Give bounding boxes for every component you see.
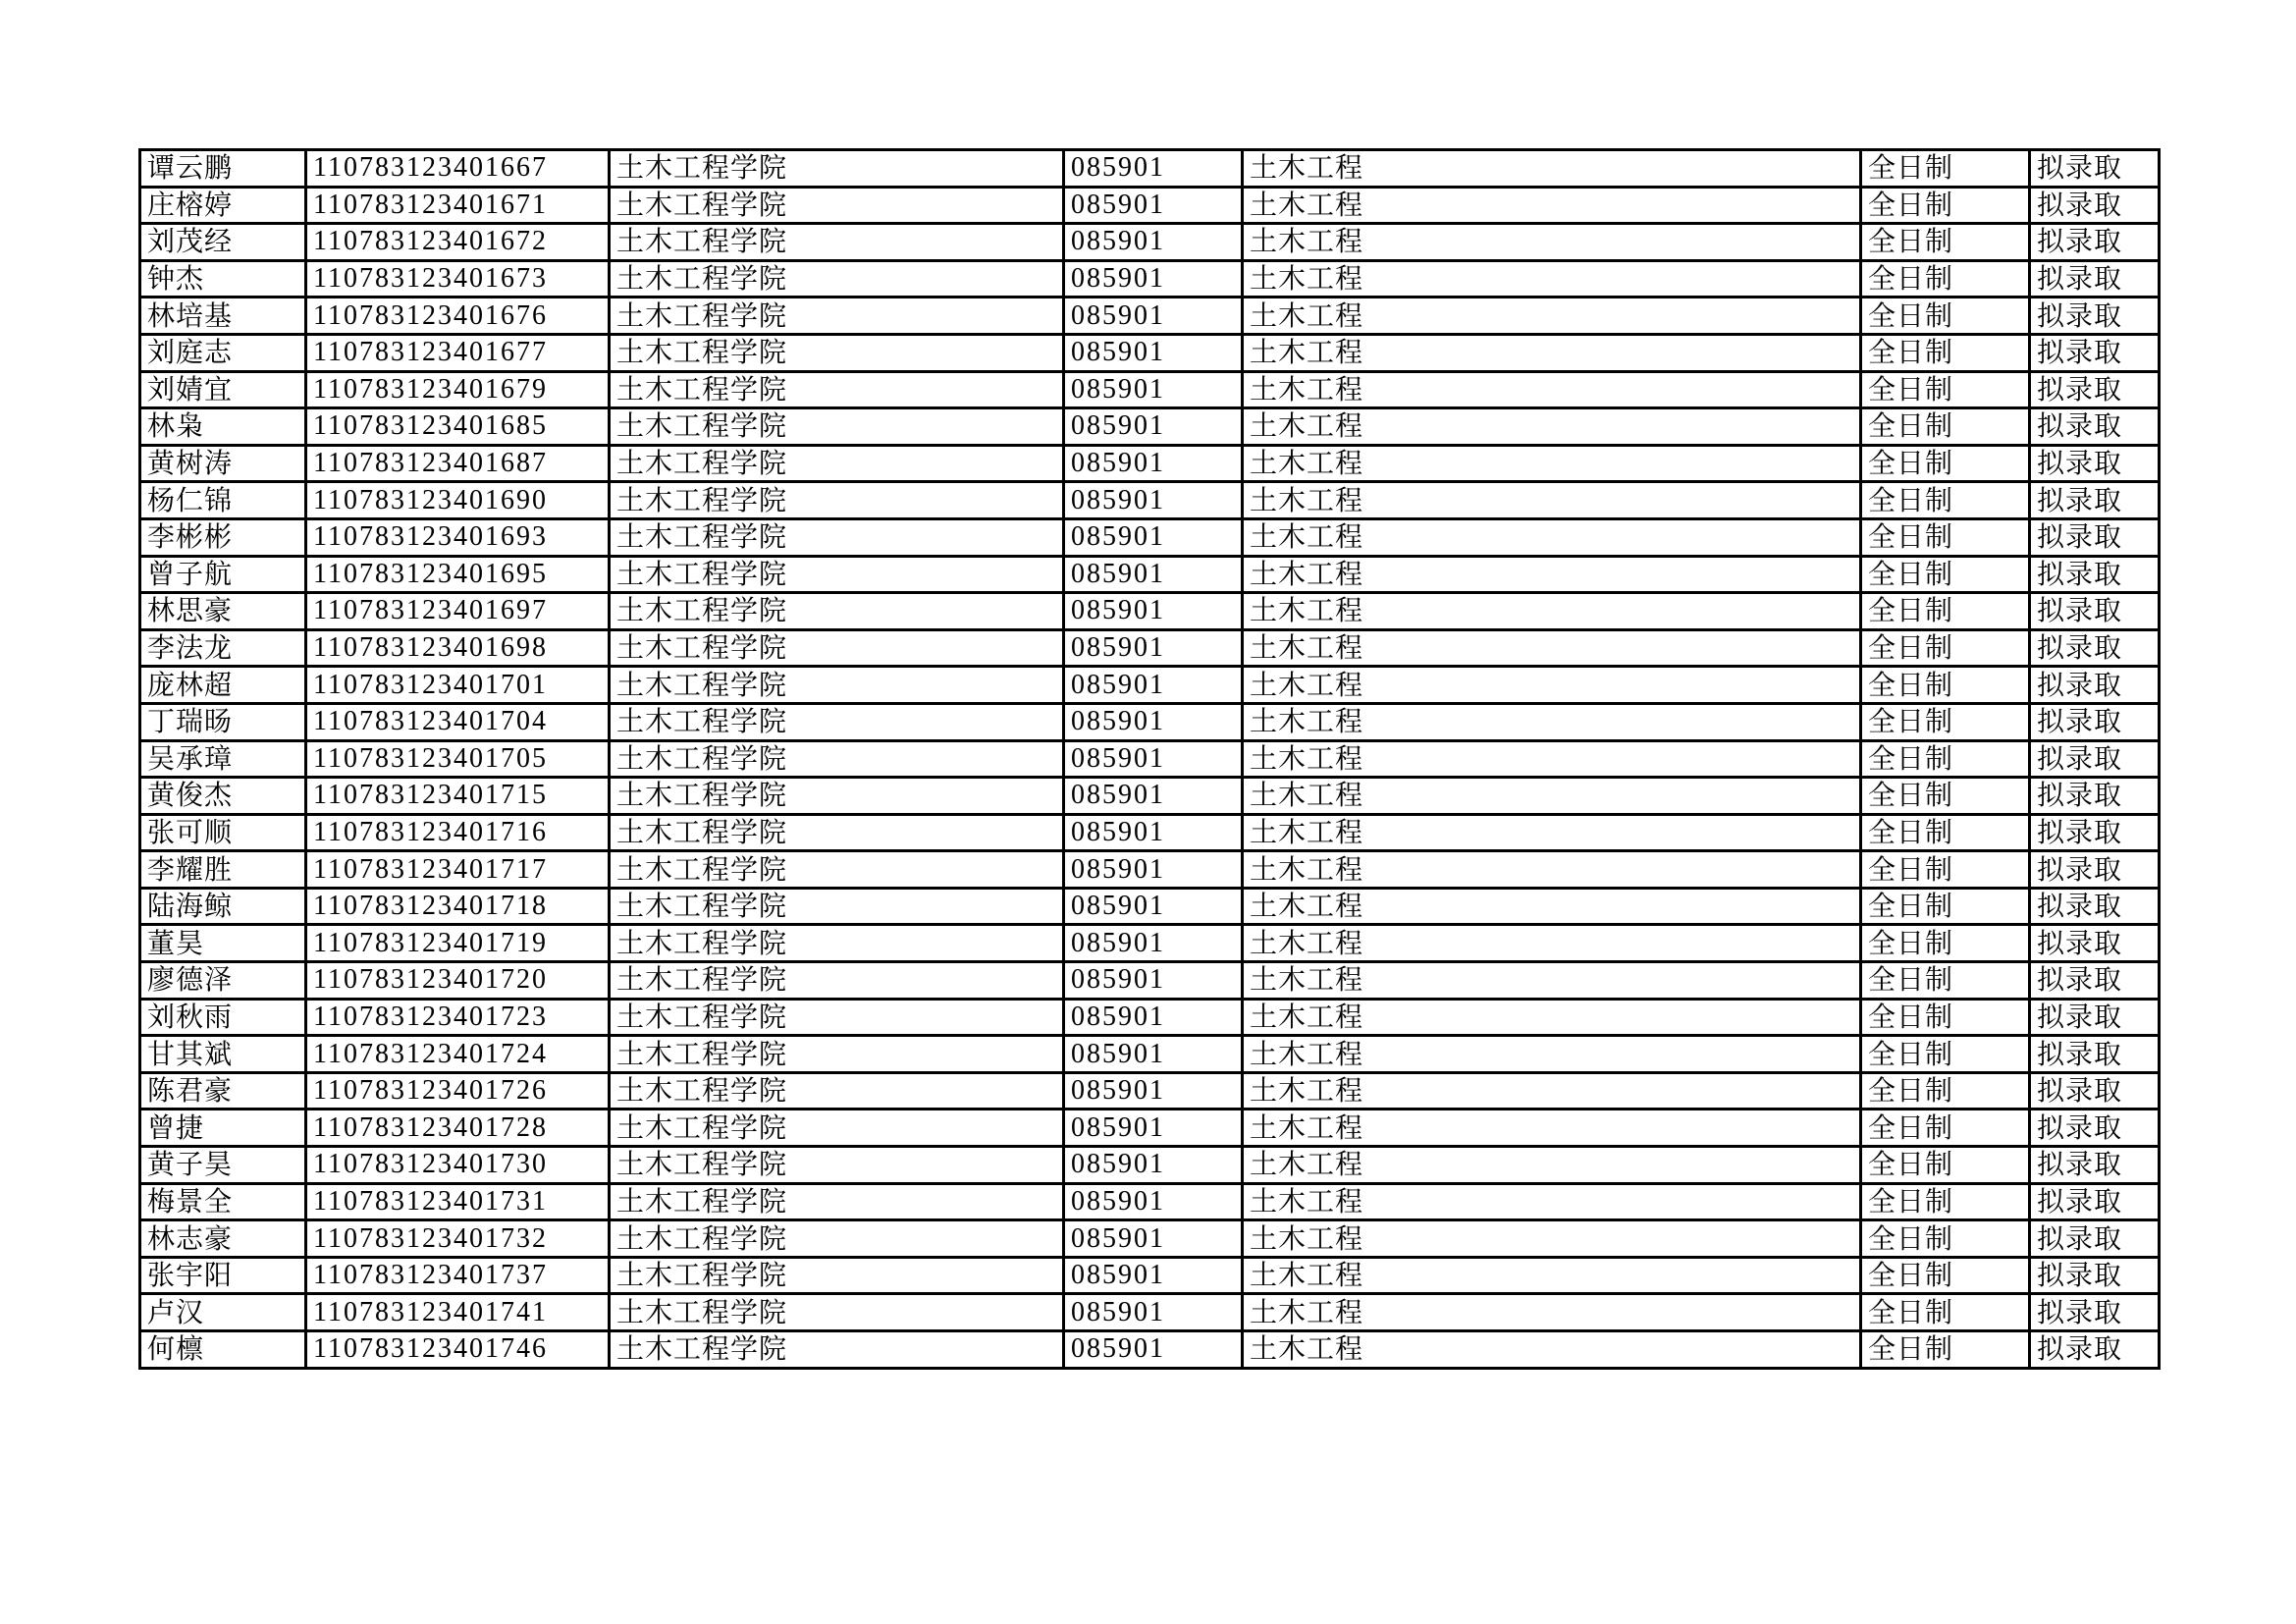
candidate-name-cell: 张可顺 — [140, 814, 306, 851]
admission-status-cell: 拟录取 — [2030, 371, 2160, 408]
table-row — [140, 629, 2160, 667]
study-mode-cell: 全日制 — [1861, 150, 2030, 188]
admission-status-cell: 拟录取 — [2030, 851, 2160, 889]
college-cell: 土木工程学院 — [610, 593, 1064, 630]
admission-status-cell: 拟录取 — [2030, 593, 2160, 630]
major-code-cell: 085901 — [1064, 1036, 1243, 1073]
college-cell: 土木工程学院 — [610, 703, 1064, 740]
table-row — [140, 334, 2160, 371]
table-row — [140, 814, 2160, 851]
candidate-id-cell: 110783123401731 — [306, 1183, 610, 1220]
major-name-cell: 土木工程 — [1243, 1110, 1861, 1147]
candidate-name-cell: 刘婧宜 — [140, 371, 306, 408]
college-cell: 土木工程学院 — [610, 667, 1064, 704]
study-mode-cell: 全日制 — [1861, 518, 2030, 556]
major-name-cell: 土木工程 — [1243, 1183, 1861, 1220]
table-row — [140, 371, 2160, 408]
study-mode-cell: 全日制 — [1861, 1072, 2030, 1110]
candidate-id-cell: 110783123401715 — [306, 778, 610, 815]
candidate-id-cell: 110783123401693 — [306, 518, 610, 556]
major-name-cell: 土木工程 — [1243, 408, 1861, 446]
candidate-id-cell: 110783123401737 — [306, 1257, 610, 1294]
college-cell: 土木工程学院 — [610, 962, 1064, 1000]
admission-status-cell: 拟录取 — [2030, 1220, 2160, 1258]
college-cell: 土木工程学院 — [610, 408, 1064, 446]
major-code-cell: 085901 — [1064, 224, 1243, 261]
table-row — [140, 1036, 2160, 1073]
college-cell: 土木工程学院 — [610, 371, 1064, 408]
study-mode-cell: 全日制 — [1861, 334, 2030, 371]
college-cell: 土木工程学院 — [610, 445, 1064, 482]
major-name-cell: 土木工程 — [1243, 667, 1861, 704]
candidate-id-cell: 110783123401723 — [306, 999, 610, 1036]
major-code-cell: 085901 — [1064, 999, 1243, 1036]
study-mode-cell: 全日制 — [1861, 740, 2030, 778]
study-mode-cell: 全日制 — [1861, 703, 2030, 740]
candidate-name-cell: 卢汉 — [140, 1294, 306, 1331]
major-code-cell: 085901 — [1064, 518, 1243, 556]
candidate-name-cell: 林思豪 — [140, 593, 306, 630]
admission-status-cell: 拟录取 — [2030, 334, 2160, 371]
major-code-cell: 085901 — [1064, 703, 1243, 740]
major-name-cell: 土木工程 — [1243, 482, 1861, 519]
major-name-cell: 土木工程 — [1243, 518, 1861, 556]
study-mode-cell: 全日制 — [1861, 778, 2030, 815]
college-cell: 土木工程学院 — [610, 1183, 1064, 1220]
major-code-cell: 085901 — [1064, 1110, 1243, 1147]
major-name-cell: 土木工程 — [1243, 740, 1861, 778]
major-code-cell: 085901 — [1064, 187, 1243, 224]
college-cell: 土木工程学院 — [610, 851, 1064, 889]
candidate-name-cell: 林志豪 — [140, 1220, 306, 1258]
college-cell: 土木工程学院 — [610, 888, 1064, 925]
candidate-name-cell: 张宇阳 — [140, 1257, 306, 1294]
table-row — [140, 518, 2160, 556]
admission-status-cell: 拟录取 — [2030, 1147, 2160, 1184]
major-name-cell: 土木工程 — [1243, 1294, 1861, 1331]
candidate-name-cell: 李法龙 — [140, 629, 306, 667]
table-row — [140, 224, 2160, 261]
major-code-cell: 085901 — [1064, 298, 1243, 335]
admission-status-cell: 拟录取 — [2030, 187, 2160, 224]
admission-status-cell: 拟录取 — [2030, 224, 2160, 261]
table-row — [140, 1072, 2160, 1110]
study-mode-cell: 全日制 — [1861, 1294, 2030, 1331]
major-name-cell: 土木工程 — [1243, 1220, 1861, 1258]
candidate-name-cell: 甘其斌 — [140, 1036, 306, 1073]
candidate-id-cell: 110783123401676 — [306, 298, 610, 335]
table-row — [140, 1147, 2160, 1184]
college-cell: 土木工程学院 — [610, 260, 1064, 298]
admission-status-cell: 拟录取 — [2030, 999, 2160, 1036]
major-name-cell: 土木工程 — [1243, 778, 1861, 815]
candidate-id-cell: 110783123401690 — [306, 482, 610, 519]
candidate-id-cell: 110783123401671 — [306, 187, 610, 224]
major-code-cell: 085901 — [1064, 260, 1243, 298]
candidate-id-cell: 110783123401726 — [306, 1072, 610, 1110]
major-name-cell: 土木工程 — [1243, 556, 1861, 593]
admission-status-cell: 拟录取 — [2030, 888, 2160, 925]
major-name-cell: 土木工程 — [1243, 1257, 1861, 1294]
table-row — [140, 925, 2160, 962]
college-cell: 土木工程学院 — [610, 518, 1064, 556]
admission-status-cell: 拟录取 — [2030, 260, 2160, 298]
college-cell: 土木工程学院 — [610, 1147, 1064, 1184]
table-row — [140, 1257, 2160, 1294]
admission-status-cell: 拟录取 — [2030, 518, 2160, 556]
candidate-name-cell: 黄子昊 — [140, 1147, 306, 1184]
major-name-cell: 土木工程 — [1243, 888, 1861, 925]
candidate-name-cell: 林培基 — [140, 298, 306, 335]
major-name-cell: 土木工程 — [1243, 1036, 1861, 1073]
major-name-cell: 土木工程 — [1243, 703, 1861, 740]
college-cell: 土木工程学院 — [610, 814, 1064, 851]
major-name-cell: 土木工程 — [1243, 371, 1861, 408]
study-mode-cell: 全日制 — [1861, 556, 2030, 593]
college-cell: 土木工程学院 — [610, 1072, 1064, 1110]
college-cell: 土木工程学院 — [610, 629, 1064, 667]
table-row — [140, 888, 2160, 925]
major-code-cell: 085901 — [1064, 150, 1243, 188]
study-mode-cell: 全日制 — [1861, 298, 2030, 335]
admission-status-cell: 拟录取 — [2030, 667, 2160, 704]
admission-status-cell: 拟录取 — [2030, 814, 2160, 851]
candidate-id-cell: 110783123401685 — [306, 408, 610, 446]
major-code-cell: 085901 — [1064, 556, 1243, 593]
major-name-cell: 土木工程 — [1243, 150, 1861, 188]
table-row — [140, 667, 2160, 704]
major-code-cell: 085901 — [1064, 1220, 1243, 1258]
candidate-name-cell: 黄俊杰 — [140, 778, 306, 815]
college-cell: 土木工程学院 — [610, 740, 1064, 778]
college-cell: 土木工程学院 — [610, 482, 1064, 519]
major-name-cell: 土木工程 — [1243, 1331, 1861, 1369]
major-name-cell: 土木工程 — [1243, 999, 1861, 1036]
candidate-id-cell: 110783123401705 — [306, 740, 610, 778]
major-code-cell: 085901 — [1064, 408, 1243, 446]
admission-status-cell: 拟录取 — [2030, 298, 2160, 335]
candidate-name-cell: 梅景全 — [140, 1183, 306, 1220]
table-row — [140, 408, 2160, 446]
college-cell: 土木工程学院 — [610, 1294, 1064, 1331]
major-name-cell: 土木工程 — [1243, 1147, 1861, 1184]
college-cell: 土木工程学院 — [610, 334, 1064, 371]
major-name-cell: 土木工程 — [1243, 260, 1861, 298]
study-mode-cell: 全日制 — [1861, 224, 2030, 261]
table-row — [140, 445, 2160, 482]
admission-status-cell: 拟录取 — [2030, 1036, 2160, 1073]
major-code-cell: 085901 — [1064, 1183, 1243, 1220]
major-code-cell: 085901 — [1064, 925, 1243, 962]
candidate-name-cell: 陈君豪 — [140, 1072, 306, 1110]
candidate-id-cell: 110783123401732 — [306, 1220, 610, 1258]
major-code-cell: 085901 — [1064, 1147, 1243, 1184]
candidate-name-cell: 曾子航 — [140, 556, 306, 593]
major-code-cell: 085901 — [1064, 814, 1243, 851]
major-code-cell: 085901 — [1064, 667, 1243, 704]
major-name-cell: 土木工程 — [1243, 814, 1861, 851]
candidate-id-cell: 110783123401673 — [306, 260, 610, 298]
major-code-cell: 085901 — [1064, 371, 1243, 408]
candidate-id-cell: 110783123401697 — [306, 593, 610, 630]
candidate-id-cell: 110783123401677 — [306, 334, 610, 371]
study-mode-cell: 全日制 — [1861, 260, 2030, 298]
candidate-name-cell: 刘庭志 — [140, 334, 306, 371]
major-code-cell: 085901 — [1064, 445, 1243, 482]
major-name-cell: 土木工程 — [1243, 851, 1861, 889]
table-row — [140, 150, 2160, 188]
major-code-cell: 085901 — [1064, 629, 1243, 667]
candidate-name-cell: 林枭 — [140, 408, 306, 446]
candidate-name-cell: 何檩 — [140, 1331, 306, 1369]
college-cell: 土木工程学院 — [610, 1257, 1064, 1294]
candidate-id-cell: 110783123401724 — [306, 1036, 610, 1073]
candidate-id-cell: 110783123401730 — [306, 1147, 610, 1184]
study-mode-cell: 全日制 — [1861, 187, 2030, 224]
major-code-cell: 085901 — [1064, 1331, 1243, 1369]
candidate-id-cell: 110783123401679 — [306, 371, 610, 408]
candidate-id-cell: 110783123401672 — [306, 224, 610, 261]
candidate-id-cell: 110783123401746 — [306, 1331, 610, 1369]
major-name-cell: 土木工程 — [1243, 224, 1861, 261]
admission-table-body — [140, 150, 2160, 1369]
study-mode-cell: 全日制 — [1861, 629, 2030, 667]
table-row — [140, 482, 2160, 519]
major-code-cell: 085901 — [1064, 1072, 1243, 1110]
candidate-name-cell: 谭云鹏 — [140, 150, 306, 188]
candidate-id-cell: 110783123401718 — [306, 888, 610, 925]
study-mode-cell: 全日制 — [1861, 1110, 2030, 1147]
study-mode-cell: 全日制 — [1861, 1183, 2030, 1220]
table-row — [140, 1331, 2160, 1369]
study-mode-cell: 全日制 — [1861, 667, 2030, 704]
study-mode-cell: 全日制 — [1861, 1036, 2030, 1073]
major-name-cell: 土木工程 — [1243, 629, 1861, 667]
study-mode-cell: 全日制 — [1861, 593, 2030, 630]
admission-status-cell: 拟录取 — [2030, 703, 2160, 740]
candidate-id-cell: 110783123401716 — [306, 814, 610, 851]
table-row — [140, 1220, 2160, 1258]
table-row — [140, 260, 2160, 298]
major-name-cell: 土木工程 — [1243, 298, 1861, 335]
college-cell: 土木工程学院 — [610, 1220, 1064, 1258]
major-code-cell: 085901 — [1064, 1294, 1243, 1331]
major-name-cell: 土木工程 — [1243, 925, 1861, 962]
table-row — [140, 187, 2160, 224]
candidate-id-cell: 110783123401741 — [306, 1294, 610, 1331]
candidate-name-cell: 庄榕婷 — [140, 187, 306, 224]
candidate-id-cell: 110783123401687 — [306, 445, 610, 482]
candidate-id-cell: 110783123401695 — [306, 556, 610, 593]
admission-status-cell: 拟录取 — [2030, 778, 2160, 815]
admission-status-cell: 拟录取 — [2030, 1183, 2160, 1220]
college-cell: 土木工程学院 — [610, 187, 1064, 224]
major-code-cell: 085901 — [1064, 888, 1243, 925]
admission-status-cell: 拟录取 — [2030, 1110, 2160, 1147]
major-code-cell: 085901 — [1064, 778, 1243, 815]
college-cell: 土木工程学院 — [610, 150, 1064, 188]
study-mode-cell: 全日制 — [1861, 888, 2030, 925]
candidate-id-cell: 110783123401698 — [306, 629, 610, 667]
candidate-id-cell: 110783123401719 — [306, 925, 610, 962]
table-row — [140, 851, 2160, 889]
candidate-id-cell: 110783123401717 — [306, 851, 610, 889]
candidate-name-cell: 李耀胜 — [140, 851, 306, 889]
college-cell: 土木工程学院 — [610, 556, 1064, 593]
candidate-name-cell: 陆海鲸 — [140, 888, 306, 925]
table-row — [140, 298, 2160, 335]
admission-status-cell: 拟录取 — [2030, 556, 2160, 593]
study-mode-cell: 全日制 — [1861, 814, 2030, 851]
major-name-cell: 土木工程 — [1243, 962, 1861, 1000]
major-name-cell: 土木工程 — [1243, 445, 1861, 482]
admission-status-cell: 拟录取 — [2030, 1072, 2160, 1110]
candidate-id-cell: 110783123401667 — [306, 150, 610, 188]
major-code-cell: 085901 — [1064, 482, 1243, 519]
candidate-id-cell: 110783123401728 — [306, 1110, 610, 1147]
college-cell: 土木工程学院 — [610, 298, 1064, 335]
candidate-name-cell: 杨仁锦 — [140, 482, 306, 519]
study-mode-cell: 全日制 — [1861, 371, 2030, 408]
major-code-cell: 085901 — [1064, 962, 1243, 1000]
study-mode-cell: 全日制 — [1861, 999, 2030, 1036]
table-row — [140, 778, 2160, 815]
table-row — [140, 593, 2160, 630]
major-code-cell: 085901 — [1064, 593, 1243, 630]
study-mode-cell: 全日制 — [1861, 482, 2030, 519]
table-row — [140, 1183, 2160, 1220]
candidate-name-cell: 廖德泽 — [140, 962, 306, 1000]
candidate-name-cell: 刘茂经 — [140, 224, 306, 261]
major-name-cell: 土木工程 — [1243, 1072, 1861, 1110]
major-code-cell: 085901 — [1064, 1257, 1243, 1294]
admission-status-cell: 拟录取 — [2030, 150, 2160, 188]
table-row — [140, 1110, 2160, 1147]
admission-status-cell: 拟录取 — [2030, 482, 2160, 519]
college-cell: 土木工程学院 — [610, 1110, 1064, 1147]
college-cell: 土木工程学院 — [610, 999, 1064, 1036]
candidate-id-cell: 110783123401701 — [306, 667, 610, 704]
major-name-cell: 土木工程 — [1243, 187, 1861, 224]
major-code-cell: 085901 — [1064, 334, 1243, 371]
table-row — [140, 1294, 2160, 1331]
candidate-id-cell: 110783123401704 — [306, 703, 610, 740]
admission-status-cell: 拟录取 — [2030, 408, 2160, 446]
admission-status-cell: 拟录取 — [2030, 445, 2160, 482]
study-mode-cell: 全日制 — [1861, 1257, 2030, 1294]
study-mode-cell: 全日制 — [1861, 925, 2030, 962]
admission-status-cell: 拟录取 — [2030, 629, 2160, 667]
admission-status-cell: 拟录取 — [2030, 740, 2160, 778]
candidate-name-cell: 曾捷 — [140, 1110, 306, 1147]
candidate-name-cell: 黄树涛 — [140, 445, 306, 482]
admission-status-cell: 拟录取 — [2030, 1257, 2160, 1294]
study-mode-cell: 全日制 — [1861, 851, 2030, 889]
admission-status-cell: 拟录取 — [2030, 1331, 2160, 1369]
college-cell: 土木工程学院 — [610, 1036, 1064, 1073]
candidate-name-cell: 董昊 — [140, 925, 306, 962]
candidate-name-cell: 吴承璋 — [140, 740, 306, 778]
study-mode-cell: 全日制 — [1861, 1220, 2030, 1258]
candidate-name-cell: 刘秋雨 — [140, 999, 306, 1036]
admission-status-cell: 拟录取 — [2030, 962, 2160, 1000]
table-row — [140, 556, 2160, 593]
admission-table — [138, 148, 2161, 1370]
college-cell: 土木工程学院 — [610, 925, 1064, 962]
college-cell: 土木工程学院 — [610, 1331, 1064, 1369]
table-row — [140, 999, 2160, 1036]
study-mode-cell: 全日制 — [1861, 445, 2030, 482]
study-mode-cell: 全日制 — [1861, 962, 2030, 1000]
candidate-id-cell: 110783123401720 — [306, 962, 610, 1000]
admission-status-cell: 拟录取 — [2030, 1294, 2160, 1331]
table-row — [140, 962, 2160, 1000]
major-name-cell: 土木工程 — [1243, 334, 1861, 371]
admission-status-cell: 拟录取 — [2030, 925, 2160, 962]
study-mode-cell: 全日制 — [1861, 1147, 2030, 1184]
major-code-cell: 085901 — [1064, 851, 1243, 889]
major-code-cell: 085901 — [1064, 740, 1243, 778]
college-cell: 土木工程学院 — [610, 778, 1064, 815]
table-row — [140, 740, 2160, 778]
candidate-name-cell: 丁瑞旸 — [140, 703, 306, 740]
table-row — [140, 703, 2160, 740]
study-mode-cell: 全日制 — [1861, 1331, 2030, 1369]
candidate-name-cell: 庞林超 — [140, 667, 306, 704]
major-name-cell: 土木工程 — [1243, 593, 1861, 630]
study-mode-cell: 全日制 — [1861, 408, 2030, 446]
candidate-name-cell: 钟杰 — [140, 260, 306, 298]
college-cell: 土木工程学院 — [610, 224, 1064, 261]
candidate-name-cell: 李彬彬 — [140, 518, 306, 556]
